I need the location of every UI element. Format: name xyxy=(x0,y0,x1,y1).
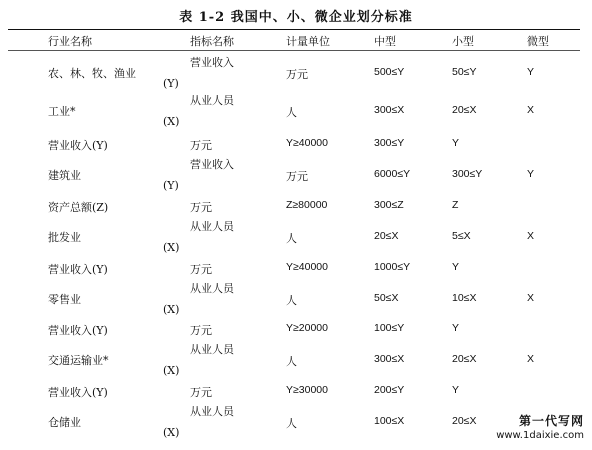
header-industry: 行业名称 xyxy=(48,35,92,48)
cell-micro: X xyxy=(527,104,535,116)
cell-indicator-suffix: (X) xyxy=(163,426,180,439)
cell-indicator: 营业收入 xyxy=(190,158,234,171)
cell-unit: Y≥40000 xyxy=(286,261,328,273)
cell-medium: 1000≤Y xyxy=(374,261,411,273)
cell-industry: 营业收入(Y) xyxy=(48,263,108,276)
header-indicator: 指标名称 xyxy=(190,35,234,48)
cell-medium: 300≤X xyxy=(374,353,405,365)
cell-indicator-suffix: (X) xyxy=(163,241,180,254)
cell-industry: 批发业 xyxy=(48,231,81,244)
cell-indicator-suffix: (Y) xyxy=(163,77,179,90)
header-micro: 微型 xyxy=(527,35,549,48)
cell-industry: 建筑业 xyxy=(48,169,81,182)
cell-indicator: 万元 xyxy=(190,139,212,152)
watermark-url: www.1daixie.com xyxy=(496,430,584,441)
cell-unit: Y≥30000 xyxy=(286,384,328,396)
cell-indicator: 万元 xyxy=(190,324,212,337)
cell-medium: 20≤X xyxy=(374,230,399,242)
cell-industry: 仓储业 xyxy=(48,416,81,429)
cell-small: 300≤Y xyxy=(452,168,483,180)
cell-small: Y xyxy=(452,137,460,149)
cell-indicator: 从业人员 xyxy=(190,220,234,233)
cell-unit: 人 xyxy=(286,294,297,307)
cell-indicator-suffix: (X) xyxy=(163,364,180,377)
cell-unit: 万元 xyxy=(286,68,308,81)
cell-unit: Z≥80000 xyxy=(286,199,328,211)
cell-unit: Y≥20000 xyxy=(286,322,328,334)
cell-indicator-suffix: (X) xyxy=(163,303,180,316)
cell-medium: 6000≤Y xyxy=(374,168,411,180)
cell-medium: 300≤Z xyxy=(374,199,404,211)
cell-small: 5≤X xyxy=(452,230,471,242)
cell-indicator: 万元 xyxy=(190,386,212,399)
cell-unit: 人 xyxy=(286,417,297,430)
cell-indicator: 营业收入 xyxy=(190,56,234,69)
cell-indicator-suffix: (Y) xyxy=(163,179,179,192)
cell-small: 10≤X xyxy=(452,292,477,304)
cell-medium: 500≤Y xyxy=(374,66,405,78)
watermark-title: 第一代写网 xyxy=(518,414,584,428)
cell-industry: 资产总额(Z) xyxy=(48,201,109,214)
cell-industry: 零售业 xyxy=(48,293,81,306)
cell-micro: Y xyxy=(527,66,535,78)
cell-indicator: 从业人员 xyxy=(190,405,234,418)
header-unit: 计量单位 xyxy=(286,35,330,48)
cell-small: 50≤Y xyxy=(452,66,477,78)
table-top-rule xyxy=(8,29,580,30)
cell-unit: Y≥40000 xyxy=(286,137,328,149)
cell-small: Z xyxy=(452,199,459,211)
cell-small: Y xyxy=(452,384,460,396)
cell-indicator: 从业人员 xyxy=(190,282,234,295)
cell-industry: 交通运输业* xyxy=(48,354,109,367)
cell-indicator-suffix: (X) xyxy=(163,115,180,128)
table-header-rule xyxy=(8,50,580,51)
cell-small: Y xyxy=(452,322,460,334)
cell-micro: X xyxy=(527,230,535,242)
cell-micro: Y xyxy=(527,168,535,180)
cell-small: 20≤X xyxy=(452,353,477,365)
cell-indicator: 从业人员 xyxy=(190,94,234,107)
cell-unit: 人 xyxy=(286,232,297,245)
header-small: 小型 xyxy=(452,35,474,48)
cell-unit: 人 xyxy=(286,106,297,119)
cell-indicator: 从业人员 xyxy=(190,343,234,356)
cell-unit: 人 xyxy=(286,355,297,368)
cell-medium: 300≤Y xyxy=(374,137,405,149)
cell-industry: 营业收入(Y) xyxy=(48,324,108,337)
cell-unit: 万元 xyxy=(286,170,308,183)
cell-industry: 营业收入(Y) xyxy=(48,139,108,152)
cell-medium: 100≤Y xyxy=(374,322,405,334)
cell-micro: X xyxy=(527,292,535,304)
table-title: 表 1-2 我国中、小、微企业划分标准 xyxy=(179,10,413,25)
cell-medium: 300≤X xyxy=(374,104,405,116)
cell-industry: 农、林、牧、渔业 xyxy=(48,67,136,80)
cell-industry: 工业* xyxy=(48,105,76,118)
cell-industry: 营业收入(Y) xyxy=(48,386,108,399)
header-medium: 中型 xyxy=(374,35,396,48)
cell-indicator: 万元 xyxy=(190,263,212,276)
cell-small: 20≤X xyxy=(452,415,477,427)
cell-medium: 100≤X xyxy=(374,415,405,427)
cell-small: Y xyxy=(452,261,460,273)
cell-micro: X xyxy=(527,353,535,365)
watermark xyxy=(496,412,584,441)
cell-medium: 200≤Y xyxy=(374,384,405,396)
cell-indicator: 万元 xyxy=(190,201,212,214)
cell-small: 20≤X xyxy=(452,104,477,116)
cell-medium: 50≤X xyxy=(374,292,399,304)
